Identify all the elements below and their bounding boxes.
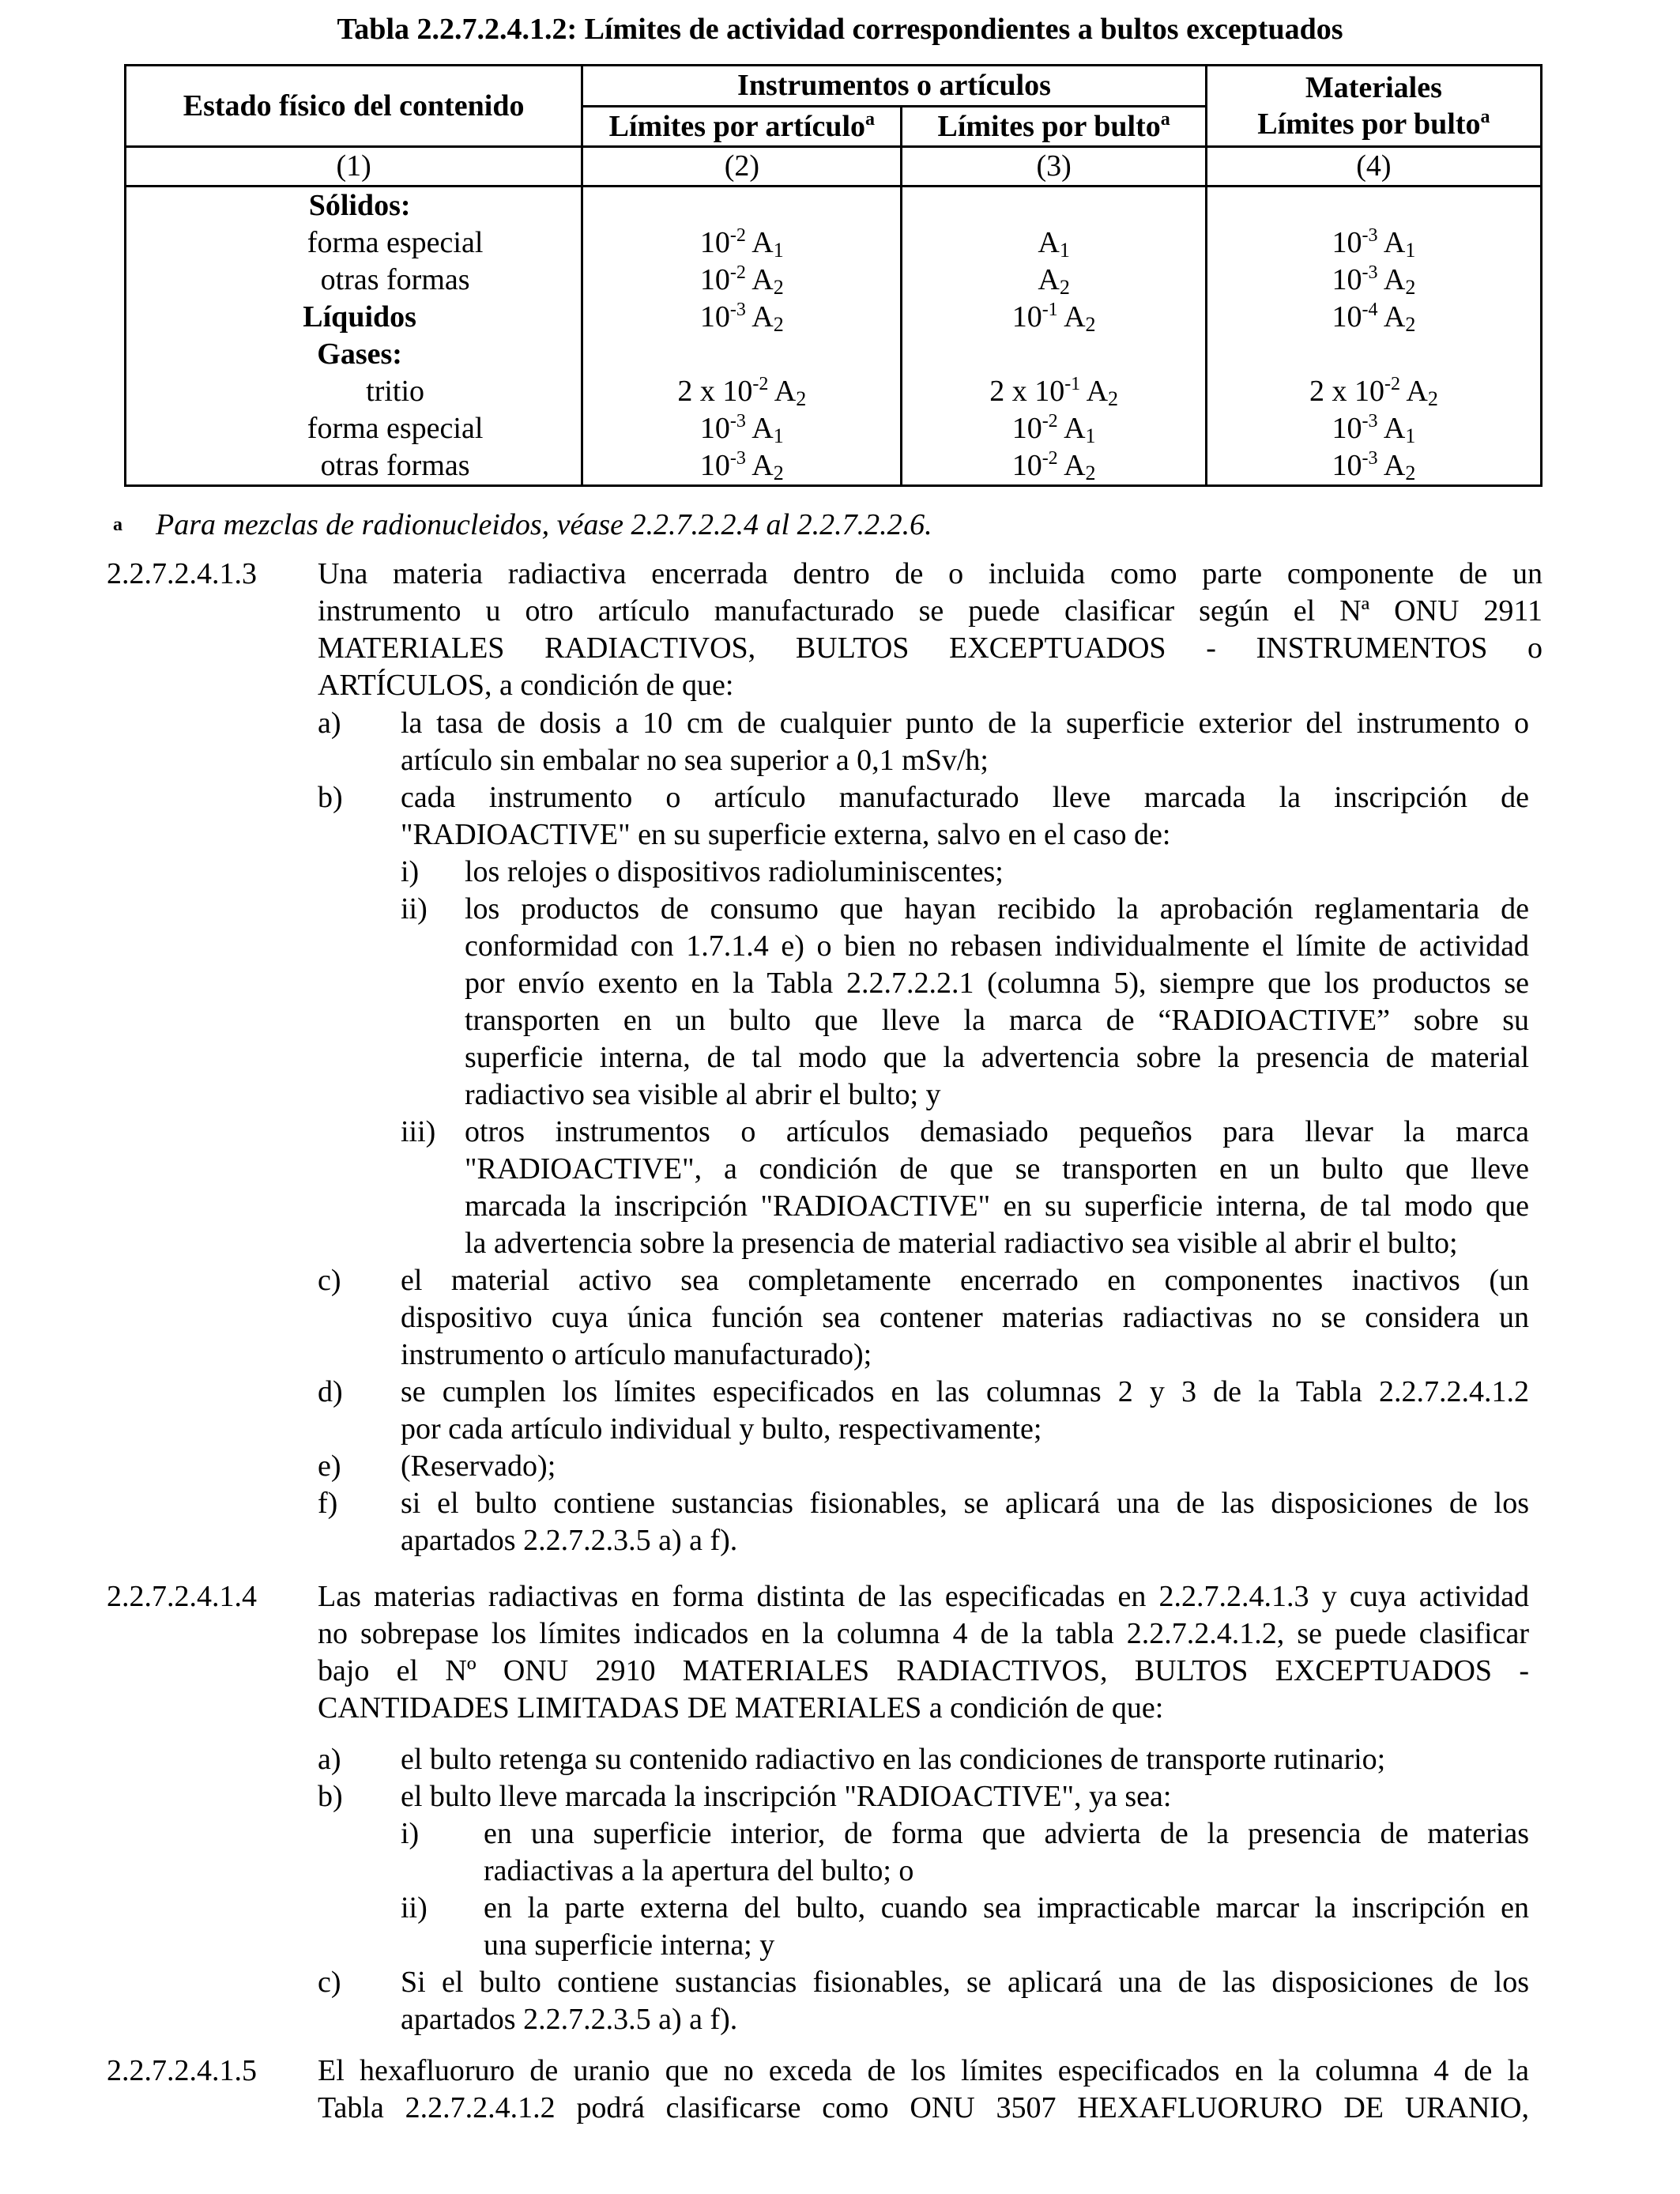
- exponent: -3: [729, 300, 746, 320]
- exponent: -2: [1042, 448, 1058, 469]
- text-line: Si el bulto contiene sustancias fisionables, se aplicará una de las disposiciones de los: [401, 1966, 1529, 1999]
- a-symbol: A: [1377, 263, 1406, 296]
- text-line: marcada la inscripción "RADIOACTIVE" en su superficie interna, de tal modo que: [465, 1189, 1529, 1223]
- estado-label: otras formas: [320, 263, 470, 296]
- estado-label: forma especial: [307, 412, 484, 445]
- a-symbol: A: [1038, 226, 1060, 259]
- text-line: instrumento u otro artículo manufacturado se puede clasificar según el Nª ONU 2911: [318, 594, 1543, 628]
- a-subscript: 2: [796, 387, 807, 410]
- a-symbol: A: [768, 375, 797, 408]
- text-line: bajo el Nº ONU 2910 MATERIALES RADIACTIVOS, BULTOS EXCEPTUADOS -: [318, 1654, 1529, 1687]
- list-label: c): [318, 1966, 341, 1999]
- a-symbol: A: [1377, 449, 1406, 482]
- list-label: ii): [401, 892, 428, 925]
- coefficient: 10: [699, 412, 730, 445]
- text-line: Una materia radiactiva encerrada dentro de o incluida como parte componente de un: [318, 557, 1543, 590]
- limit-value: [583, 262, 900, 299]
- text-line: el bulto lleve marcada la inscripción "RADIOACTIVE", ya sea:: [401, 1780, 1172, 1813]
- limit-value: [1207, 336, 1540, 373]
- limit-value: [902, 373, 1204, 410]
- a-subscript: 2: [773, 313, 784, 336]
- text-line: artículo sin embalar no sea superior a 0,1 mSv/h;: [401, 744, 989, 777]
- a-symbol: A: [1057, 412, 1086, 445]
- section-intro: [318, 556, 1543, 704]
- estado-label: forma especial: [307, 226, 484, 259]
- header-estado: Estado físico del contenido: [126, 66, 582, 147]
- a-subscript: 2: [1085, 313, 1096, 336]
- text-line: la advertencia sobre la presencia de material radiactivo sea visible al abrir el bulto;: [465, 1227, 1458, 1260]
- list-label: i): [401, 855, 420, 888]
- a-subscript: 1: [1085, 424, 1096, 447]
- table-header-row-1: [126, 66, 1542, 107]
- limit-value: [1207, 224, 1540, 262]
- a-symbol: A: [745, 412, 774, 445]
- a-symbol: A: [1038, 263, 1060, 296]
- footnote-mark: a: [113, 515, 122, 535]
- a-subscript: 1: [773, 239, 784, 262]
- a-subscript: 1: [1059, 239, 1070, 262]
- exponent: -2: [752, 374, 769, 394]
- a-symbol: A: [1377, 412, 1406, 445]
- estado-column: [126, 187, 582, 486]
- list-label: ii): [401, 1891, 428, 1924]
- text-line: se cumplen los límites especificados en las columnas 2 y 3 de la Tabla 2.2.7.2.4.1.2: [401, 1375, 1529, 1408]
- a-subscript: 2: [1108, 387, 1119, 410]
- materiales-bulto-column: [1206, 187, 1541, 486]
- limit-value: [902, 187, 1204, 224]
- header-limites-articulo: Límites por artículo$^a$: [582, 106, 902, 147]
- list-item: [401, 705, 1529, 779]
- exponent: -1: [1064, 374, 1081, 394]
- limit-value: [1207, 410, 1540, 447]
- section-intro: [318, 2053, 1529, 2127]
- exponent: -2: [729, 262, 746, 283]
- text-line: otros instrumentos o artículos demasiado pequeños para llevar la marca: [465, 1115, 1529, 1148]
- list-label: a): [318, 707, 341, 740]
- exponent: -2: [1042, 411, 1058, 432]
- text-line: apartados 2.2.7.2.3.5 a) a f).: [401, 1524, 738, 1557]
- exponent: -4: [1362, 300, 1378, 320]
- list-item: [401, 779, 1529, 854]
- text-line: Tabla 2.2.7.2.4.1.2 podrá clasificarse como ONU 3507 HEXAFLUORURO DE URANIO,: [318, 2091, 1529, 2124]
- section-number: 2.2.7.2.4.1.4: [107, 1580, 257, 1613]
- exponent: -2: [1384, 374, 1400, 394]
- exponent: -3: [1362, 225, 1378, 246]
- coefficient: 10: [699, 449, 730, 482]
- text-line: conformidad con 1.7.1.4 e) o bien no rebasen individualmente el límite de actividad: [465, 929, 1529, 963]
- limit-value: [1207, 373, 1540, 410]
- text-line: instrumento o artículo manufacturado);: [401, 1338, 872, 1371]
- a-symbol: A: [1377, 226, 1406, 259]
- coefficient: 10: [1332, 226, 1362, 259]
- text-line: transporten en un bulto que lleve la marca de “RADIOACTIVE” sobre su: [465, 1004, 1529, 1037]
- coefficient: 10: [1332, 412, 1362, 445]
- coefficient: 10: [699, 263, 730, 296]
- list-label: i): [401, 1817, 420, 1850]
- coefficient: 10: [699, 300, 730, 334]
- coefficient: 10: [1011, 449, 1042, 482]
- limit-value: [902, 224, 1204, 262]
- table-body-row: [126, 187, 1542, 486]
- col-num: (3): [902, 147, 1206, 187]
- text-line: el bulto retenga su contenido radiactivo en las condiciones de transporte rutinario;: [401, 1743, 1386, 1776]
- list-item: [401, 1262, 1529, 1374]
- exponent: -3: [729, 411, 746, 432]
- list-label: b): [318, 1780, 343, 1813]
- list-label: f): [318, 1487, 338, 1520]
- a-symbol: A: [745, 226, 774, 259]
- text-line: apartados 2.2.7.2.3.5 a) a f).: [401, 2003, 738, 2036]
- header-limites-bulto: Límites por bulto$^a$: [902, 106, 1206, 147]
- text-line: en una superficie interior, de forma que advierta de la presencia de materias: [484, 1817, 1529, 1850]
- text-line: en la parte externa del bulto, cuando sea impracticable marcar la inscripción en: [484, 1891, 1529, 1924]
- exponent: -3: [1362, 448, 1378, 469]
- limit-value: [1207, 299, 1540, 336]
- text-line: no sobrepase los límites indicados en la columna 4 de la tabla 2.2.7.2.4.1.2, se puede clasificar: [318, 1617, 1529, 1650]
- text-line: radiactivo sea visible al abrir el bulto; y: [465, 1078, 941, 1111]
- text-line: ARTÍCULOS, a condición de que:: [318, 669, 734, 702]
- section-intro: [318, 1578, 1529, 1727]
- a-subscript: 2: [1085, 462, 1096, 484]
- limites-articulo-column: [582, 187, 902, 486]
- sub-item: [465, 891, 1529, 1114]
- coefficient: 10: [1332, 300, 1362, 334]
- list-label: iii): [401, 1115, 436, 1148]
- text-line: el material activo sea completamente encerrado en componentes inactivos (un: [401, 1264, 1529, 1297]
- a-subscript: 2: [1405, 462, 1416, 484]
- list-item: [401, 1448, 1529, 1485]
- sub-item: [465, 854, 1529, 891]
- column-number-row: [126, 147, 1542, 187]
- footnote-text: Para mezclas de radionucleidos, véase 2.2.7.2.2.4 al 2.2.7.2.2.6.: [156, 508, 932, 541]
- text-line: El hexafluoruro de uranio que no exceda de los límites especificados en la columna 4 de la: [318, 2054, 1529, 2087]
- exponent: -1: [1042, 300, 1058, 320]
- a-symbol: A: [1377, 300, 1406, 334]
- estado-label: Sólidos:: [308, 189, 411, 222]
- coefficient: 10: [1011, 300, 1042, 334]
- a-subscript: 1: [1405, 424, 1416, 447]
- limit-value: [583, 336, 900, 373]
- limit-value: [1207, 447, 1540, 484]
- text-line: por cada artículo individual y bulto, respectivamente;: [401, 1412, 1042, 1446]
- limit-value: [583, 187, 900, 224]
- activity-limits-table: [124, 64, 1543, 487]
- list-label: a): [318, 1743, 341, 1776]
- a-subscript: 2: [1405, 313, 1416, 336]
- estado-label: Líquidos: [303, 300, 416, 334]
- coefficient: 2 x 10: [677, 375, 753, 408]
- list-label: d): [318, 1375, 343, 1408]
- text-line: radiactivas a la apertura del bulto; o: [484, 1854, 914, 1887]
- a-symbol: A: [745, 263, 774, 296]
- a-subscript: 2: [1059, 276, 1070, 299]
- header-materiales: Materiales Límites por bulto$^a$: [1206, 66, 1541, 147]
- limit-value: [583, 373, 900, 410]
- estado-label: otras formas: [320, 449, 470, 482]
- sub-item: [484, 1890, 1529, 1964]
- text-line: los relojes o dispositivos radioluminiscentes;: [465, 855, 1004, 888]
- list-item: [401, 1741, 1529, 1778]
- section-number: 2.2.7.2.4.1.3: [107, 557, 257, 590]
- a-subscript: 2: [1427, 387, 1438, 410]
- limit-value: [902, 447, 1204, 484]
- a-symbol: A: [1057, 449, 1086, 482]
- a-subscript: 1: [773, 424, 784, 447]
- list-item: [401, 1374, 1529, 1448]
- sub-item: [484, 1815, 1529, 1890]
- list-item: [401, 1485, 1529, 1559]
- a-symbol: A: [1399, 375, 1428, 408]
- limit-value: [902, 299, 1204, 336]
- col-num: (1): [126, 147, 582, 187]
- list-label: b): [318, 781, 343, 814]
- limit-value: [902, 410, 1204, 447]
- text-line: una superficie interna; y: [484, 1928, 775, 1962]
- text-line: superficie interna, de tal modo que la advertencia sobre la presencia de material: [465, 1041, 1529, 1074]
- text-line: la tasa de dosis a 10 cm de cualquier punto de la superficie exterior del instrumento o: [401, 707, 1529, 740]
- a-symbol: A: [1057, 300, 1086, 334]
- table-title: Tabla 2.2.7.2.4.1.2: Límites de actividad correspondientes a bultos exceptuados: [337, 13, 1343, 46]
- text-line: "RADIOACTIVE", a condición de que se transporten en un bulto que lleve: [465, 1152, 1529, 1186]
- estado-label: Gases:: [317, 337, 402, 371]
- list-item: [401, 1778, 1529, 1815]
- exponent: -2: [729, 225, 746, 246]
- text-line: si el bulto contiene sustancias fisionables, se aplicará una de las disposiciones de los: [401, 1487, 1529, 1520]
- list-label: e): [318, 1449, 341, 1483]
- text-line: dispositivo cuya única función sea contener materias radiactivas no se considera un: [401, 1301, 1529, 1334]
- text-line: MATERIALES RADIACTIVOS, BULTOS EXCEPTUADOS - INSTRUMENTOS o: [318, 631, 1543, 665]
- estado-label: tritio: [366, 375, 425, 408]
- a-symbol: A: [1080, 375, 1109, 408]
- limit-value: [1207, 187, 1540, 224]
- a-subscript: 2: [773, 276, 784, 299]
- a-subscript: 2: [773, 462, 784, 484]
- limit-value: [583, 224, 900, 262]
- limit-value: [583, 299, 900, 336]
- text-line: Las materias radiactivas en forma distinta de las especificadas en 2.2.7.2.4.1.3 y cuya actividad: [318, 1580, 1529, 1613]
- limit-value: [902, 262, 1204, 299]
- limit-value: [1207, 262, 1540, 299]
- coefficient: 2 x 10: [989, 375, 1065, 408]
- coefficient: 10: [1011, 412, 1042, 445]
- coefficient: 2 x 10: [1309, 375, 1384, 408]
- text-line: por envío exento en la Tabla 2.2.7.2.2.1 (columna 5), siempre que los productos se: [465, 967, 1529, 1000]
- exponent: -3: [1362, 262, 1378, 283]
- col-num: (2): [582, 147, 902, 187]
- text-line: los productos de consumo que hayan recibido la aprobación reglamentaria de: [465, 892, 1529, 925]
- a-subscript: 2: [1405, 276, 1416, 299]
- coefficient: 10: [699, 226, 730, 259]
- limit-value: [583, 447, 900, 484]
- text-line: cada instrumento o artículo manufacturado lleve marcada la inscripción de: [401, 781, 1529, 814]
- text-line: CANTIDADES LIMITADAS DE MATERIALES a condición de que:: [318, 1691, 1164, 1725]
- text-line: "RADIOACTIVE" en su superficie externa, salvo en el caso de:: [401, 818, 1171, 851]
- a-symbol: A: [745, 449, 774, 482]
- limites-bulto-column: [902, 187, 1206, 486]
- text-line: (Reservado);: [401, 1449, 556, 1483]
- col-num: (4): [1206, 147, 1541, 187]
- sub-item: [465, 1114, 1529, 1262]
- header-instrumentos: Instrumentos o artículos: [582, 66, 1207, 107]
- list-item: [401, 1964, 1529, 2038]
- exponent: -3: [1362, 411, 1378, 432]
- table-footnote: [113, 507, 932, 543]
- list-label: c): [318, 1264, 341, 1297]
- limit-value: [902, 336, 1204, 373]
- a-symbol: A: [745, 300, 774, 334]
- section-number: 2.2.7.2.4.1.5: [107, 2054, 257, 2087]
- coefficient: 10: [1332, 263, 1362, 296]
- exponent: -3: [729, 448, 746, 469]
- coefficient: 10: [1332, 449, 1362, 482]
- limit-value: [583, 410, 900, 447]
- a-subscript: 1: [1405, 239, 1416, 262]
